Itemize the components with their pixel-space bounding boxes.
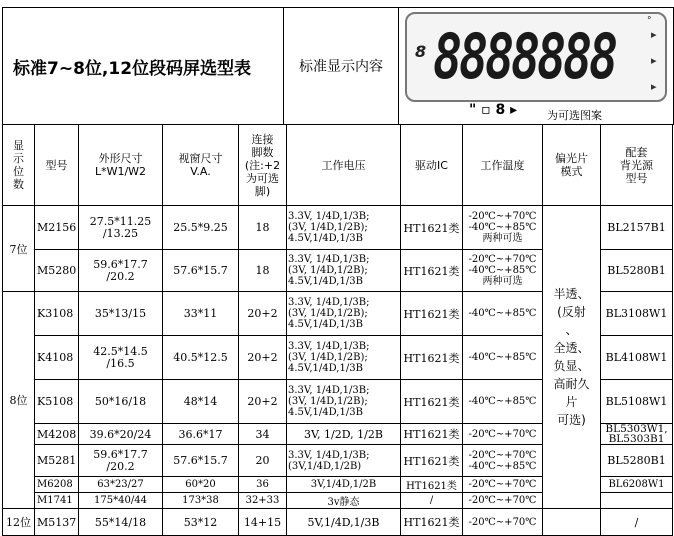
cell-driver-ic: HT1621类: [401, 424, 463, 445]
cell-backlight: /: [601, 509, 673, 536]
header-driver-ic: 驱动IC: [401, 125, 463, 206]
cell-backlight: BL5303W1, BL5303B1: [601, 424, 673, 445]
cell-driver-ic: /: [401, 493, 463, 509]
lcd-legend-text: 为可选图案: [547, 109, 602, 122]
cell-backlight: BL5280B1: [601, 250, 673, 292]
cell-viewing-area: 33*11: [163, 292, 239, 336]
cell-driver-ic: HT1621类: [401, 380, 463, 424]
cell-model: K5108: [35, 380, 79, 424]
cell-pins: 20+2: [239, 380, 287, 424]
cell-pins: 18: [239, 206, 287, 250]
cell-voltage: 3.3V, 1/4D,1/3B; (3V, 1/4D,1/2B); 4.5V,1/4D,1/3B: [287, 250, 401, 292]
cell-backlight: BL2157B1: [601, 206, 673, 250]
polarizer-mode: 半透、 (反射 、 全透、 负显、 高耐久 片 可选): [543, 206, 601, 509]
cell-viewing-area: 53*12: [163, 509, 239, 536]
cell-dimensions: 35*13/15: [79, 292, 163, 336]
spec-table: [2, 124, 673, 536]
cell-dimensions: 27.5*11.25 /13.25: [79, 206, 163, 250]
cell-viewing-area: 36.6*17: [163, 424, 239, 445]
cell-driver-ic: HT1621类: [401, 336, 463, 380]
cell-temperature: -20℃~+70℃: [463, 424, 543, 445]
lcd-arrow-icon: ▸: [651, 80, 657, 93]
cell-model: K3108: [35, 292, 79, 336]
lcd-prefix-symbol: 8: [415, 42, 427, 61]
cell-voltage: 3v静态: [287, 493, 401, 509]
cell-dimensions: 63*23/27: [79, 477, 163, 493]
cell-backlight: [601, 493, 673, 509]
cell-viewing-area: 60*20: [163, 477, 239, 493]
cell-driver-ic: HT1621类: [401, 250, 463, 292]
degree-icon: °: [647, 16, 652, 26]
cell-polarizer: [543, 509, 601, 536]
cell-model: K4108: [35, 336, 79, 380]
cell-temperature: -20℃~+70℃: [463, 477, 543, 493]
group-12-digits: 12位: [3, 509, 35, 536]
cell-model: M5137: [35, 509, 79, 536]
cell-viewing-area: 48*14: [163, 380, 239, 424]
cell-voltage: 3.3V, 1/4D,1/3B; (3V, 1/4D,1/2B); 4.5V,1/4D,1/3B: [287, 336, 401, 380]
cell-backlight: BL6208W1: [601, 477, 673, 493]
cell-backlight: BL5108W1: [601, 380, 673, 424]
cell-pins: 32+33: [239, 493, 287, 509]
cell-dimensions: 59.6*17.7 /20.2: [79, 445, 163, 477]
page-title: 标准7~8位,12位段码屏选型表: [2, 7, 284, 125]
table-header-row: [3, 125, 673, 206]
cell-model: M1741: [35, 493, 79, 509]
cell-temperature: -40℃~+85℃: [463, 292, 543, 336]
cell-viewing-area: 40.5*12.5: [163, 336, 239, 380]
cell-driver-ic: HT1621类: [401, 477, 463, 493]
group-8-digits: 8位: [3, 292, 35, 509]
cell-pins: 20: [239, 445, 287, 477]
cell-backlight: BL4108W1: [601, 336, 673, 380]
cell-driver-ic: HT1621类: [401, 206, 463, 250]
header-backlight: 配套 背光源 型号: [601, 125, 673, 206]
cell-model: M4208: [35, 424, 79, 445]
cell-pins: 36: [239, 477, 287, 493]
cell-temperature: -20℃~+70℃ -40℃~+85℃ 两种可选: [463, 250, 543, 292]
cell-viewing-area: 173*38: [163, 493, 239, 509]
cell-dimensions: 39.6*20/24: [79, 424, 163, 445]
cell-temperature: -20℃~+70℃: [463, 493, 543, 509]
cell-voltage: 3.3V, 1/4D,1/3B; (3V,1/4D,1/2B): [287, 445, 401, 477]
lcd-digits: 8888888: [433, 20, 615, 93]
lcd-panel: [405, 12, 667, 102]
cell-dimensions: 59.6*17.7 /20.2: [79, 250, 163, 292]
cell-voltage: 3.3V, 1/4D,1/3B; (3V, 1/4D,1/2B); 4.5V,1/4D,1/3B: [287, 380, 401, 424]
table-row: [3, 509, 673, 536]
cell-temperature: -20℃~+70℃ -40℃~+85℃ 两种可选: [463, 206, 543, 250]
cell-temperature: -20℃~+70℃ -40℃~+85℃: [463, 445, 543, 477]
cell-viewing-area: 57.6*15.7: [163, 250, 239, 292]
cell-model: M5280: [35, 250, 79, 292]
cell-voltage: 3V, 1/2D, 1/2B: [287, 424, 401, 445]
table-row: [3, 206, 673, 250]
header-digits: 显 示 位 数: [3, 125, 35, 206]
cell-temperature: -40℃~+85℃: [463, 336, 543, 380]
lcd-arrow-icon: ▸: [651, 28, 657, 41]
header-dimensions: 外形尺寸 L*W1/W2: [79, 125, 163, 206]
cell-voltage: 3.3V, 1/4D,1/3B; (3V, 1/4D,1/2B); 4.5V,1/4D,1/3B: [287, 292, 401, 336]
standard-display-label: 标准显示内容: [283, 7, 399, 125]
cell-backlight: BL5280B1: [601, 445, 673, 477]
cell-viewing-area: 57.6*15.7: [163, 445, 239, 477]
header-model: 型号: [35, 125, 79, 206]
cell-pins: 20+2: [239, 336, 287, 380]
header-polarizer: 偏光片 模式: [543, 125, 601, 206]
cell-driver-ic: HT1621类: [401, 445, 463, 477]
lcd-arrow-icon: ▸: [651, 54, 657, 67]
lcd-legend-symbols: " ▫ 8 ▸: [469, 102, 518, 118]
cell-dimensions: 55*14/18: [79, 509, 163, 536]
cell-voltage: 3V,1/4D,1/2B: [287, 477, 401, 493]
cell-backlight: BL3108W1: [601, 292, 673, 336]
cell-driver-ic: HT1621类: [401, 509, 463, 536]
cell-temperature: -40℃~+85℃: [463, 380, 543, 424]
cell-dimensions: 42.5*14.5 /16.5: [79, 336, 163, 380]
header-voltage: 工作电压: [287, 125, 401, 206]
cell-pins: 20+2: [239, 292, 287, 336]
cell-pins: 34: [239, 424, 287, 445]
cell-driver-ic: HT1621类: [401, 292, 463, 336]
header-temperature: 工作温度: [463, 125, 543, 206]
cell-model: M5281: [35, 445, 79, 477]
cell-viewing-area: 25.5*9.25: [163, 206, 239, 250]
lcd-preview: [398, 7, 674, 125]
cell-voltage: 3.3V, 1/4D,1/3B; (3V, 1/4D,1/2B); 4.5V,1/4D,1/3B: [287, 206, 401, 250]
cell-temperature: -20℃~+70℃: [463, 509, 543, 536]
header-viewing-area: 视窗尺寸 V.A.: [163, 125, 239, 206]
cell-model: M6208: [35, 477, 79, 493]
cell-pins: 18: [239, 250, 287, 292]
cell-dimensions: 50*16/18: [79, 380, 163, 424]
cell-voltage: 5V,1/4D,1/3B: [287, 509, 401, 536]
header-pins: 连接 脚数 (注:+2 为可选 脚): [239, 125, 287, 206]
cell-model: M2156: [35, 206, 79, 250]
cell-pins: 14+15: [239, 509, 287, 536]
cell-dimensions: 175*40/44: [79, 493, 163, 509]
group-7-digits: 7位: [3, 206, 35, 292]
